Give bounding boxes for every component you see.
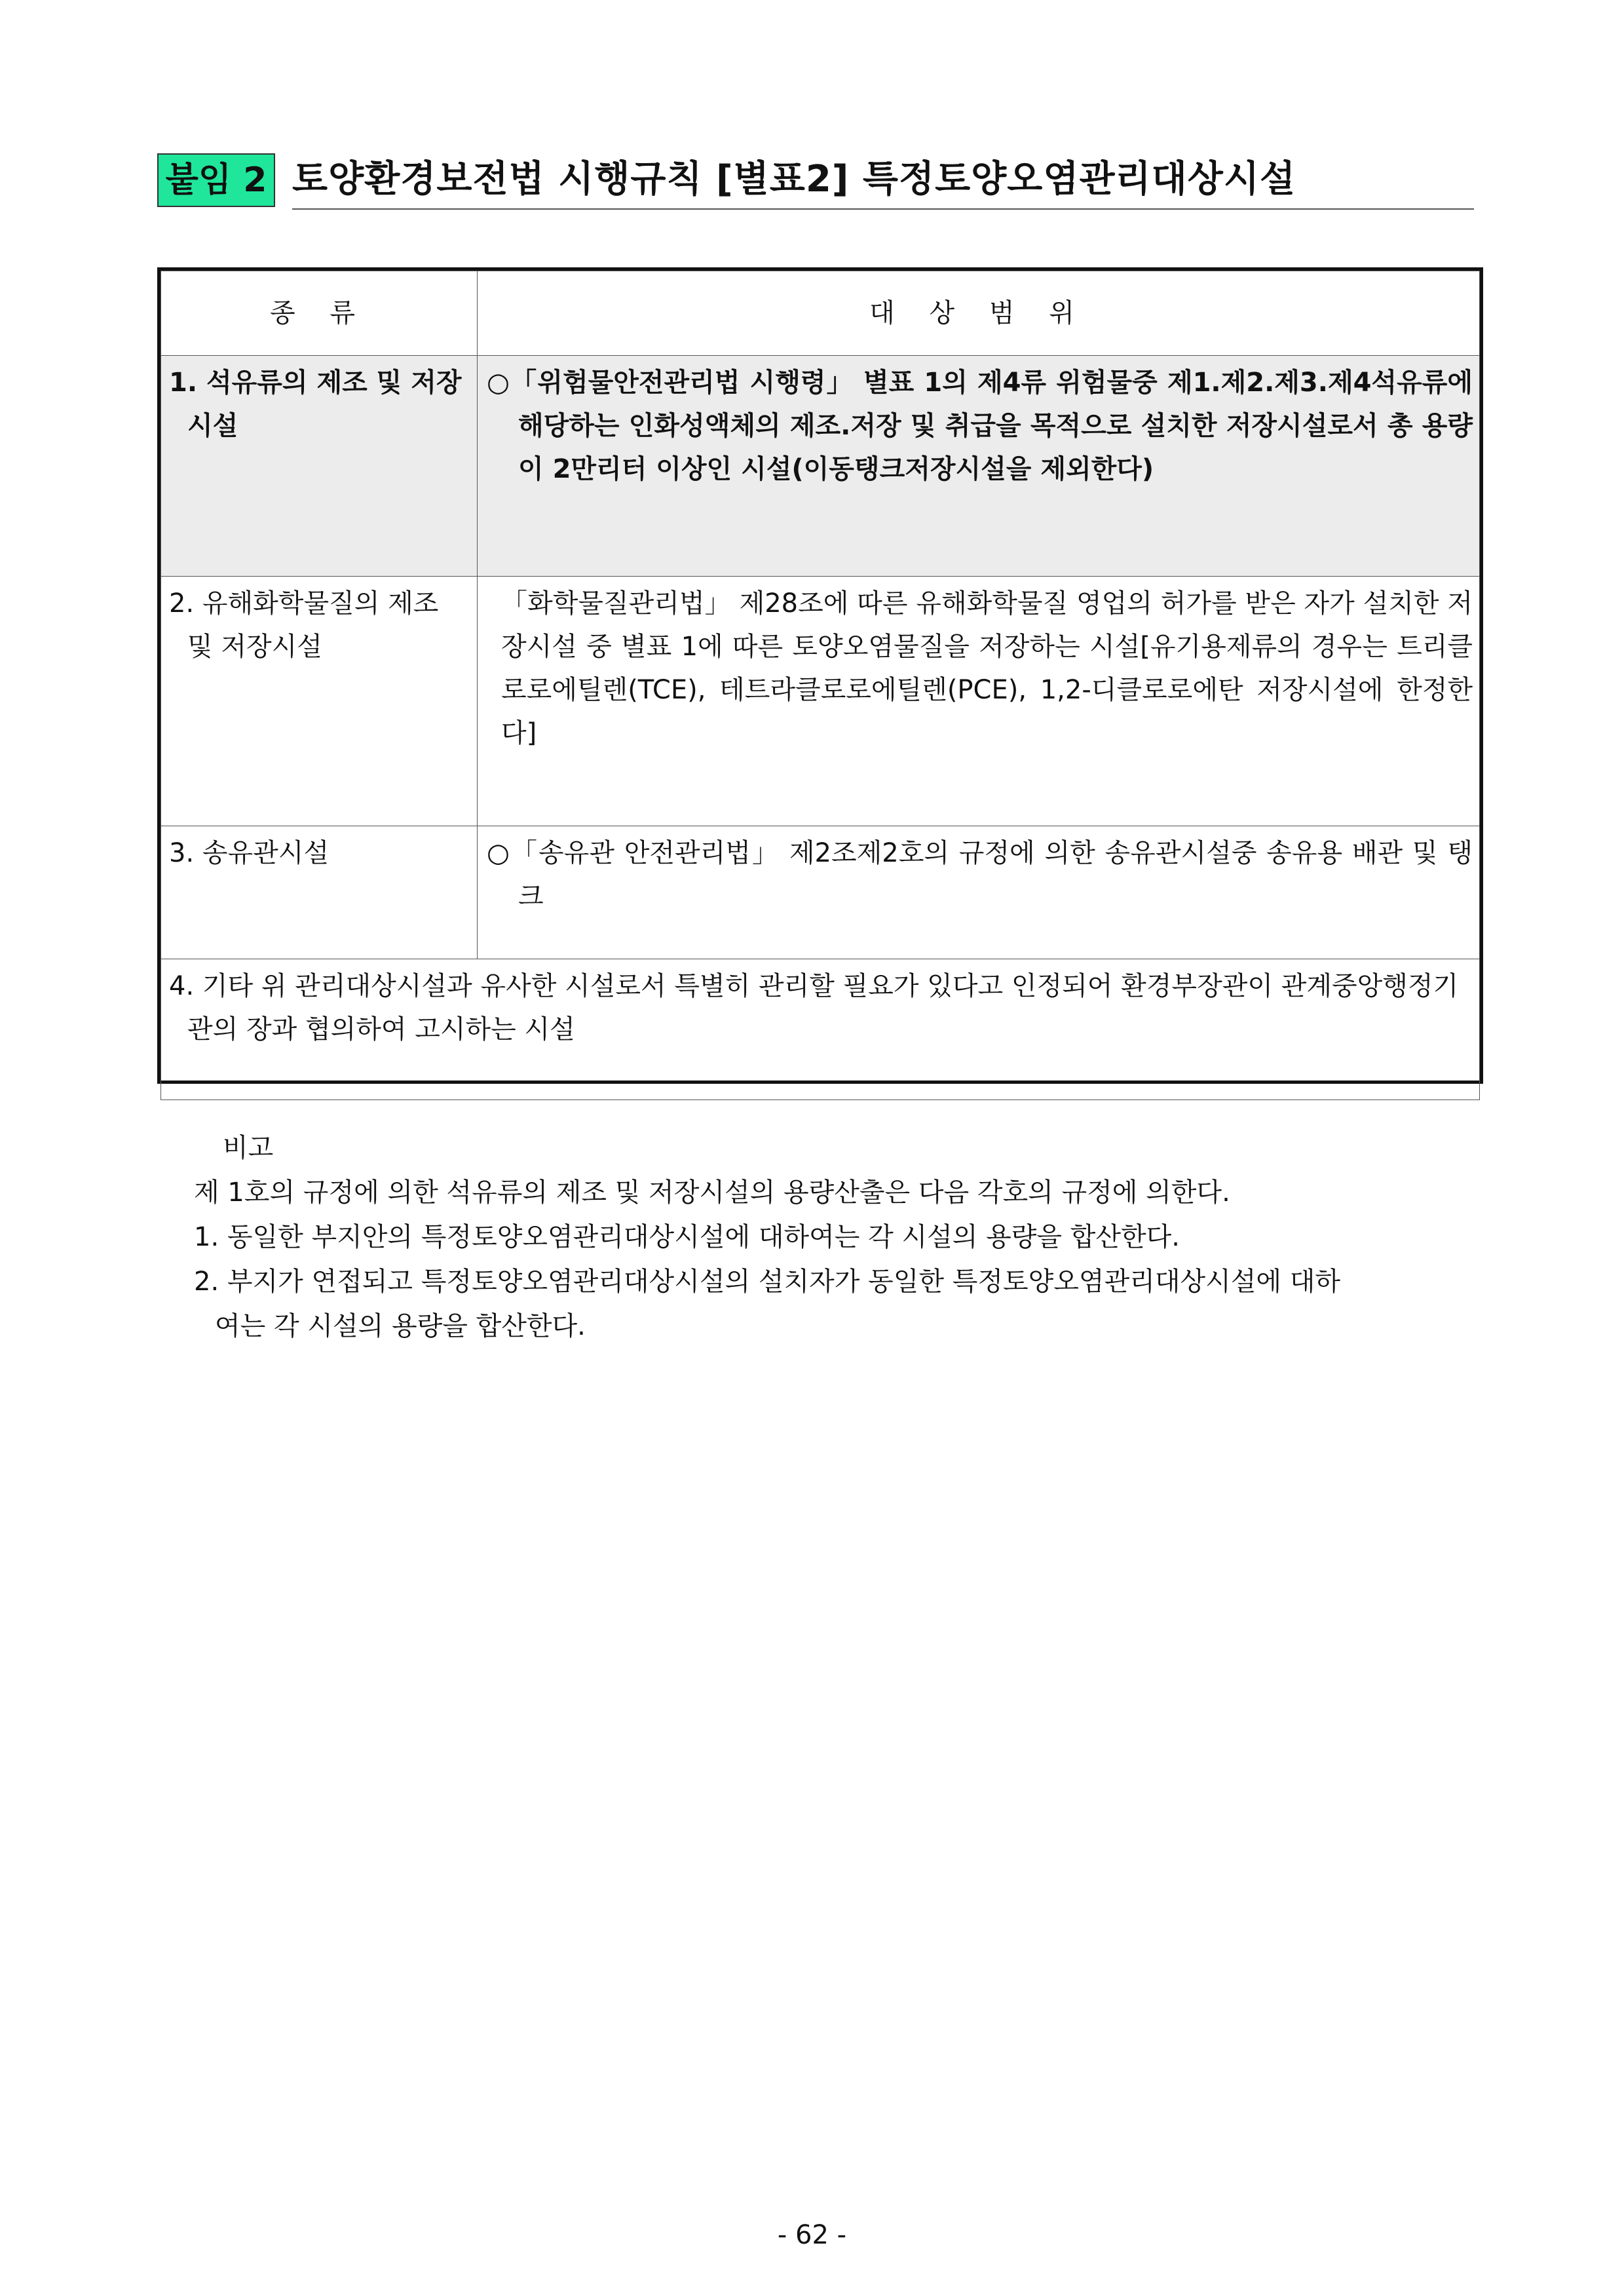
- remarks-item-2-line-1: 2. 부지가 연접되고 특정토양오염관리대상시설의 설치자가 동일한 특정토양오염관리대상시설에 대하: [194, 1267, 1341, 1297]
- row-scope: 「화학물질관리법」 제28조에 따른 유해화학물질 영업의 허가를 받은 자가 설치한 저장시설 중 별표 1에 따른 토양오염물질을 저장하는 시설[유기용제류의 경우는 트리클로로에틸렌(TCE), 테트라클로로에틸렌(PCE), 1,2-디클로로에탄 저장시설에 한정한다]: [478, 577, 1480, 826]
- remarks-item-2-line-2: 여는 각 시설의 용량을 합산한다.: [215, 1311, 586, 1341]
- remarks-section: [194, 1126, 1478, 1349]
- row-scope: ○「송유관 안전관리법」 제2조제2호의 규정에 의한 송유관시설중 송유용 배관 및 탱크: [478, 826, 1480, 959]
- row-kind: 2. 유해화학물질의 제조 및 저장시설: [161, 577, 478, 826]
- row-kind: 3. 송유관시설: [161, 826, 478, 959]
- attachment-badge: 붙임 2: [157, 153, 275, 207]
- row-scope: ○「위험물안전관리법 시행령」 별표 1의 제4류 위험물중 제1.제2.제3.제4석유류에 해당하는 인화성액체의 제조.저장 및 취급을 목적으로 설치한 저장시설로서 총 용량이 2만리터 이상인 시설(이동탱크저장시설을 제외한다): [478, 356, 1480, 577]
- table-row: [161, 577, 1480, 826]
- row-kind: 1. 석유류의 제조 및 저장시설: [161, 356, 478, 577]
- header-kind: 종 류: [161, 271, 478, 356]
- remarks-item-1: 1. 동일한 부지안의 특정토양오염관리대상시설에 대하여는 각 시설의 용량을 합산한다.: [194, 1222, 1180, 1252]
- table-row: [161, 959, 1480, 1100]
- table-row: [161, 826, 1480, 959]
- document-title: 토양환경보전법 시행규칙 [별표2] 특정토양오염관리대상시설: [292, 158, 1296, 201]
- table-header-row: [161, 271, 1480, 356]
- title-underline: [292, 208, 1474, 210]
- table-row: [161, 356, 1480, 577]
- header-scope: 대 상 범 위: [478, 271, 1480, 356]
- row-other-facilities: 4. 기타 위 관리대상시설과 유사한 시설로서 특별히 관리할 필요가 있다고 인정되어 환경부장관이 관계중앙행정기관의 장과 협의하여 고시하는 시설: [161, 959, 1480, 1100]
- remarks-label: 비고: [223, 1133, 274, 1163]
- remarks-intro: 제 1호의 규정에 의한 석유류의 제조 및 저장시설의 용량산출은 다음 각호의 규정에 의한다.: [194, 1177, 1230, 1208]
- page-number: - 62 -: [777, 2220, 847, 2250]
- facility-table: [157, 267, 1483, 1084]
- document-header: [157, 152, 1474, 211]
